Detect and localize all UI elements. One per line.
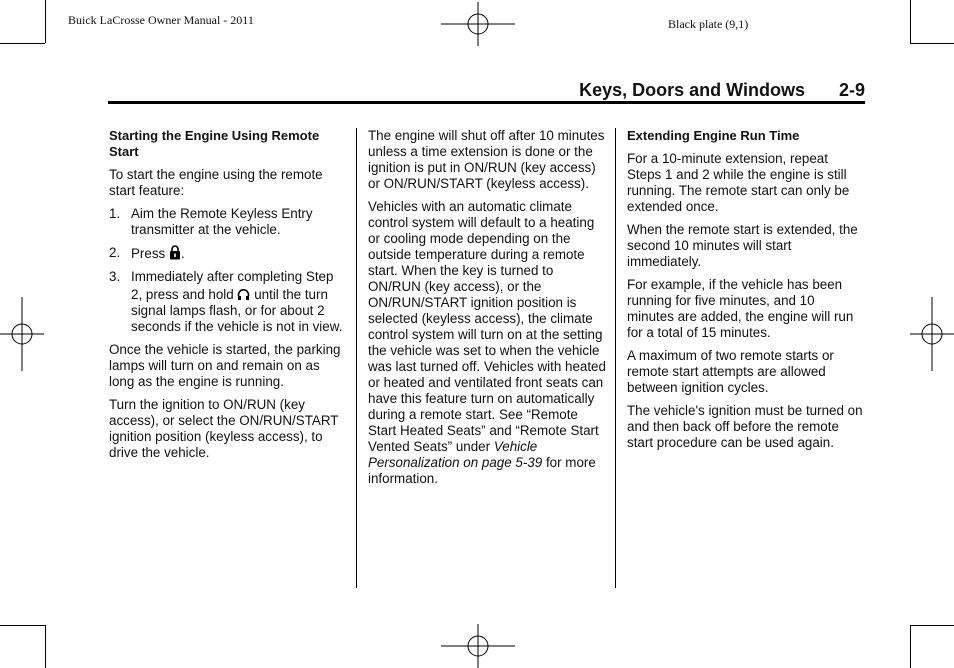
crop-mark	[0, 625, 45, 626]
crop-mark	[45, 625, 46, 668]
paragraph: For example, if the vehicle has been running for five minutes, and 10 minutes are added, the engine will run for a total of 15 minutes.	[627, 277, 854, 340]
paragraph: The engine will shut off after 10 minutes unless a time extension is done or the ignition is put in ON/RUN (key access) or ON/RUN/START (keyless access).	[368, 128, 605, 191]
registration-mark-top	[441, 2, 515, 46]
list-text-part: until the turn signal lamps flash, or for about 2 seconds if the vehicle is not in view.	[131, 287, 343, 334]
manual-title: Buick LaCrosse Owner Manual - 2011	[68, 13, 254, 27]
paragraph	[368, 199, 606, 487]
crop-mark	[910, 625, 954, 626]
list-text: Aim the Remote Keyless Entry transmitter at the vehicle.	[131, 206, 313, 237]
column-3	[627, 128, 863, 458]
page-number: 2-9	[838, 80, 865, 100]
subheading: Starting the Engine Using Remote Start	[109, 128, 320, 159]
crop-mark	[910, 625, 911, 668]
header-rule	[108, 101, 865, 104]
subheading: Extending Engine Run Time	[627, 128, 800, 143]
section-header	[108, 80, 865, 102]
crop-mark	[0, 43, 45, 44]
column-2	[368, 128, 606, 494]
paragraph: A maximum of two remote starts or remote start attempts are allowed between ignition cycles.	[627, 348, 834, 395]
paragraph: The vehicle's ignition must be turned on and then back off before the remote start procedure can be used again.	[627, 403, 863, 450]
plate-label: Black plate (9,1)	[668, 17, 749, 31]
paragraph: For a 10-minute extension, repeat Steps 1 and 2 while the engine is still running. The remote start can only be extended once.	[627, 151, 850, 214]
paragraph: When the remote start is extended, the second 10 minutes will start immediately.	[627, 222, 858, 269]
list-item	[109, 206, 345, 238]
column-1	[109, 128, 345, 468]
paragraph: Turn the ignition to ON/RUN (key access), or select the ON/RUN/START ignition position (keyless access), to drive the vehicle.	[109, 397, 339, 460]
lock-icon	[169, 245, 181, 260]
column-divider	[615, 128, 616, 588]
list-number: 3.	[109, 269, 121, 284]
list-text-end: .	[180, 246, 185, 261]
list-text	[131, 269, 345, 335]
list-number: 2.	[109, 245, 121, 260]
registration-mark-left	[0, 297, 44, 371]
paragraph: To start the engine using the remote start feature:	[109, 167, 323, 198]
list-text-part: Immediately after completing Step 2, press and hold	[131, 269, 334, 302]
list-item	[109, 269, 345, 335]
registration-mark-right	[910, 297, 954, 371]
paragraph-text: for more information.	[368, 455, 596, 486]
list-number: 1.	[109, 206, 121, 221]
paragraph-text: Vehicles with an automatic climate control system will default to a heating or cooling mode depending on the outside temperature during a remote start. When the key is turned to ON/RUN (key access), or the ON/RUN/START ignition position is selected (keyless access), the climate control system will turn on at the setting the vehicle was set to when the vehicle was last turned off. Vehicles with heated or heated and ventilated front seats can have this feature turn on automatically during a remote start. See “Remote Start Heated Seats” and “Remote Start Vented Seats” under	[368, 199, 606, 454]
list-text	[131, 245, 345, 262]
list-text-part: Press	[131, 246, 166, 261]
list-item	[109, 245, 345, 262]
section-title: Keys, Doors and Windows	[579, 80, 805, 100]
crop-mark	[910, 0, 911, 43]
column-divider	[356, 128, 357, 588]
remote-start-icon	[237, 285, 250, 301]
registration-mark-bottom	[441, 624, 515, 668]
crop-mark	[45, 0, 46, 43]
paragraph: Once the vehicle is started, the parking lamps will turn on and remain on as long as the engine is running.	[109, 342, 341, 389]
cross-reference-link[interactable]: Vehicle Personalization on page 5‑39	[368, 439, 543, 470]
crop-mark	[910, 43, 954, 44]
